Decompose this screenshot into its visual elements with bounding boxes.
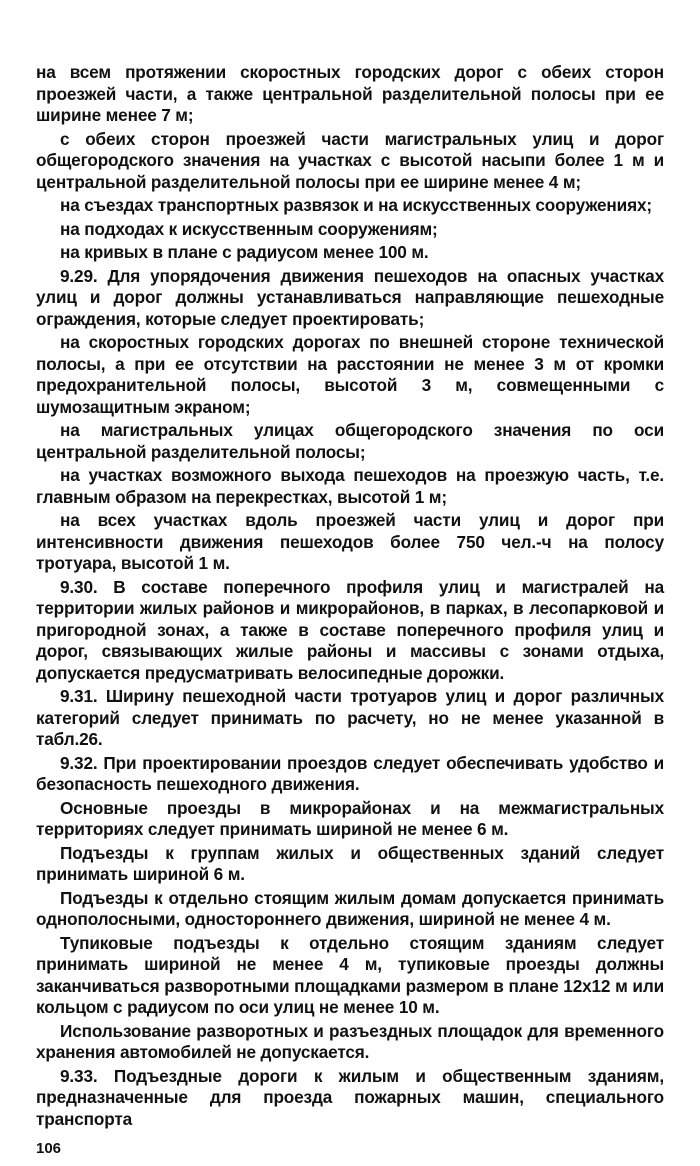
paragraph [36, 798, 664, 841]
paragraph-text: на всем протяжении скоростных городских дорог с обеих сторон проезжей части, а также центральной разделительной полосы при ее ширине менее 7 м; [36, 62, 664, 125]
paragraph-text: с обеих сторон проезжей части магистральных улиц и дорог общегородского значения на участках с высотой насыпи более 1 м и центральной разделительной полосы при ее ширине менее 4 м; [36, 128, 664, 192]
paragraph-text: Подъезды к отдельно стоящим жилым домам допускается принимать однополосными, одностороннего движения, шириной не менее 4 м. [36, 887, 664, 929]
paragraph [36, 577, 664, 685]
paragraph [36, 195, 664, 217]
paragraph [36, 332, 664, 418]
paragraph [36, 843, 664, 886]
clause-number: 9.31. [60, 686, 98, 706]
paragraph-text: При проектировании проездов следует обеспечивать удобство и безопасность пешеходного движения. [36, 752, 664, 794]
page-number: 106 [36, 1140, 62, 1157]
paragraph-text: на кривых в плане с радиусом менее 100 м. [60, 242, 429, 262]
paragraph [36, 465, 664, 508]
paragraph [36, 933, 664, 1019]
paragraph [36, 219, 664, 241]
paragraph [36, 242, 664, 264]
paragraph-text: В составе поперечного профиля улиц и магистралей на территории жилых районов и микрорайонов, в парках, в лесопарковой и пригородной зонах, а также в составе поперечного профиля улиц и дорог, связывающих жилые районы и массивы с зонами отдыха, допускается предусматривать велосипедные дорожки. [36, 576, 664, 683]
paragraph-text: Тупиковые подъезды к отдельно стоящим зданиям следует принимать шириной не менее 4 м, тупиковые проезды должны заканчиваться разворотными площадками размером в плане 12х12 м или кольцом с радиусом по оси улиц не менее 10 м. [36, 932, 664, 1017]
clause-number: 9.33. [60, 1065, 98, 1086]
paragraph-text: на съездах транспортных развязок и на искусственных сооружениях; [60, 195, 652, 215]
clause-number: 9.29. [60, 265, 98, 286]
paragraph [36, 753, 664, 796]
paragraph [36, 888, 664, 931]
paragraph-text: Ширину пешеходной части тротуаров улиц и дорог различных категорий следует принимать по расчету, но не менее указанной в табл.26. [36, 686, 664, 749]
paragraph-text: на подходах к искусственным сооружениям; [60, 218, 438, 239]
paragraph-text: Для упорядочения движения пешеходов на опасных участках улиц и дорог должны устанавливаться направляющие пешеходные ограждения, которые следует проектировать; [36, 265, 664, 329]
clause-number: 9.32. [60, 752, 98, 773]
paragraph-text: Основные проезды в микрорайонах и на межмагистральных территориях следует принимать шириной не менее 6 м. [36, 797, 664, 839]
paragraph [36, 129, 664, 194]
paragraph-text: Подъезды к группам жилых и общественных зданий следует принимать шириной 6 м. [36, 842, 664, 884]
paragraph-text: Подъездные дороги к жилым и общественным зданиям, предназначенные для проезда пожарных машин, специального транспорта [36, 1065, 664, 1129]
paragraph-text: Использование разворотных и разъездных площадок для временного хранения автомобилей не допускается. [36, 1020, 664, 1062]
paragraph [36, 420, 664, 463]
paragraph [36, 266, 664, 331]
paragraph-text: на магистральных улицах общегородского значения по оси центральной разделительной полосы; [36, 420, 664, 462]
paragraph [36, 510, 664, 575]
paragraph-text: на участках возможного выхода пешеходов на проезжую часть, т.е. главным образом на перекрестках, высотой 1 м; [36, 465, 664, 507]
paragraph [36, 686, 664, 751]
paragraph [36, 1021, 664, 1064]
paragraph [36, 1066, 664, 1131]
clause-number: 9.30. [60, 576, 98, 597]
paragraph [36, 62, 664, 127]
document-page [36, 62, 664, 1132]
paragraph-text: на скоростных городских дорогах по внешней стороне технической полосы, а при ее отсутствии на расстоянии не менее 3 м от кромки предохранительной полосы, высотой 3 м, совмещенными с шумозащитным экраном; [36, 332, 664, 417]
paragraph-text: на всех участках вдоль проезжей части улиц и дорог при интенсивности движения пешеходов более 750 чел.-ч на полосу тротуара, высотой 1 м. [36, 510, 664, 573]
